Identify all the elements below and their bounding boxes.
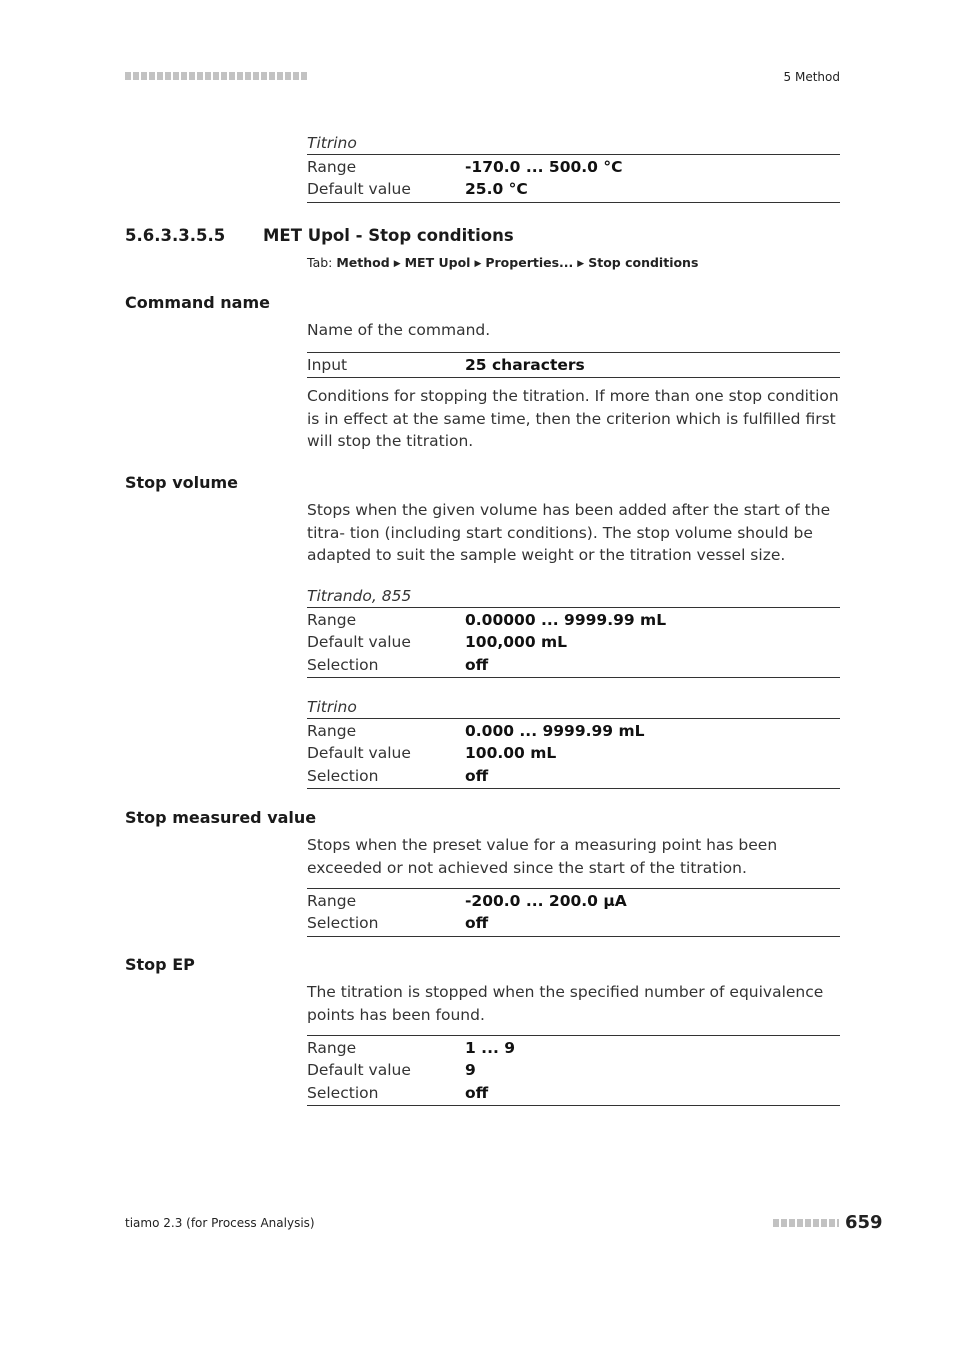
- row-key: Range: [307, 158, 357, 176]
- stop-measured-value-table: [307, 888, 840, 937]
- tab-prefix: Tab:: [307, 255, 333, 270]
- table-row: [307, 1059, 840, 1081]
- table-row: [307, 178, 840, 200]
- command-name-table: [307, 352, 840, 378]
- table-caption: Titrando, 855: [307, 587, 412, 605]
- row-key: Selection: [307, 1083, 379, 1102]
- table-row: [307, 631, 840, 653]
- triangle-right-icon: ▶: [474, 259, 482, 269]
- conditions-paragraph: Conditions for stopping the titration. If more than one stop condition is in effect at the same time, then the criterion which is fulfilled first will stop the titration.: [307, 387, 839, 451]
- tab-path-item: MET Upol: [404, 255, 471, 270]
- table-row: [307, 609, 840, 631]
- header-decoration: [125, 72, 307, 80]
- row-key: Range: [307, 892, 357, 910]
- tab-path-item: Properties...: [485, 255, 574, 270]
- row-key: Selection: [307, 914, 379, 933]
- tab-path-item: Method: [336, 255, 390, 270]
- stop-volume-table-titrando: [307, 585, 840, 678]
- table-row: [307, 354, 840, 376]
- page-number: 659: [845, 1212, 883, 1233]
- row-value: -200.0 ... 200.0 µA: [465, 892, 627, 910]
- triangle-right-icon: ▶: [577, 259, 585, 269]
- stop-volume-table-titrino: [307, 696, 840, 789]
- row-value: off: [465, 1083, 489, 1102]
- stop-ep-table: [307, 1035, 840, 1106]
- table-row: [307, 765, 840, 787]
- table-row: [307, 654, 840, 676]
- row-value: off: [465, 766, 489, 785]
- row-key: Selection: [307, 655, 379, 674]
- footer-decoration: [773, 1219, 839, 1227]
- tab-path-item: Stop conditions: [588, 255, 699, 270]
- table-row: [307, 156, 840, 178]
- row-key: Input: [307, 356, 348, 374]
- parameter-table: [307, 888, 840, 937]
- stop-volume-description: Stops when the given volume has been added after the start of the titra- tion (including start conditions). The stop volume should be adapted to suit the sample weight or the titration vessel size.: [307, 501, 831, 565]
- table-row: [307, 742, 840, 764]
- parameter-table: [307, 154, 840, 203]
- table-caption: Titrino: [307, 134, 357, 152]
- row-value: -170.0 ... 500.0 °C: [465, 158, 623, 176]
- table-row: [307, 720, 840, 742]
- table-row: [307, 1037, 840, 1059]
- triangle-right-icon: ▶: [393, 259, 401, 269]
- row-key: Default value: [307, 180, 411, 199]
- heading-command-name: Command name: [125, 293, 270, 312]
- heading-stop-ep: Stop EP: [125, 955, 195, 974]
- table-row: [307, 1082, 840, 1104]
- footer-product-name: tiamo 2.3 (for Process Analysis): [125, 1216, 315, 1230]
- section-number: 5.6.3.3.5.5: [125, 226, 226, 245]
- heading-stop-volume: Stop volume: [125, 473, 239, 492]
- row-value: 9: [465, 1061, 476, 1080]
- tab-path: [307, 255, 698, 270]
- row-key: Default value: [307, 1061, 411, 1080]
- row-value: 25 characters: [465, 356, 585, 374]
- parameter-table: [307, 1035, 840, 1106]
- table-row: [307, 912, 840, 934]
- row-key: Range: [307, 611, 357, 629]
- section-title: MET Upol - Stop conditions: [263, 226, 514, 245]
- table-row: [307, 890, 840, 912]
- stop-ep-description: The titration is stopped when the specified number of equivalence points has been found.: [307, 983, 824, 1024]
- parameter-table: [307, 607, 840, 678]
- row-key: Range: [307, 722, 357, 740]
- table-caption: Titrino: [307, 698, 357, 716]
- stop-measured-value-description: Stops when the preset value for a measuring point has been exceeded or not achieved since the start of the titration.: [307, 836, 778, 877]
- row-value: 0.000 ... 9999.99 mL: [465, 722, 645, 740]
- command-name-description: Name of the command.: [307, 321, 491, 339]
- row-value: 0.00000 ... 9999.99 mL: [465, 611, 667, 629]
- row-key: Default value: [307, 633, 411, 652]
- row-value: off: [465, 655, 489, 674]
- row-value: 1 ... 9: [465, 1039, 516, 1057]
- row-value: 100.00 mL: [465, 744, 557, 763]
- row-value: off: [465, 914, 489, 933]
- parameter-table: [307, 352, 840, 378]
- top-table-block: [307, 132, 840, 203]
- heading-stop-measured-value: Stop measured value: [125, 808, 317, 827]
- row-value: 25.0 °C: [465, 180, 528, 199]
- row-key: Selection: [307, 766, 379, 785]
- chapter-title: 5 Method: [783, 70, 840, 84]
- row-key: Range: [307, 1039, 357, 1057]
- row-value: 100,000 mL: [465, 633, 568, 652]
- parameter-table: [307, 718, 840, 789]
- row-key: Default value: [307, 744, 411, 763]
